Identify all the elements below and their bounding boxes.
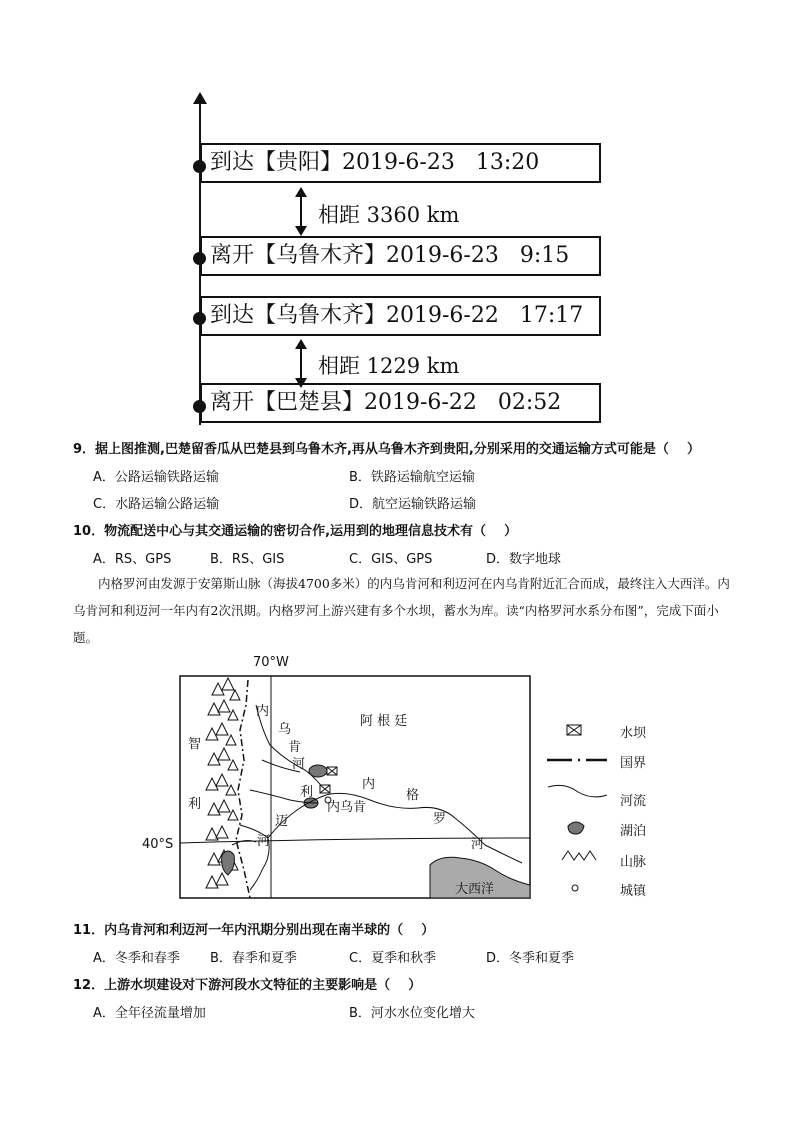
map-label-argentina: 阿 根 廷 bbox=[360, 714, 408, 729]
distance-label-1: 相距 3360 km bbox=[318, 203, 460, 227]
question-10-option-d: D．数字地球 bbox=[486, 552, 562, 567]
distance-label-2: 相距 1229 km bbox=[318, 354, 460, 378]
question-11-option-d: D．冬季和夏季 bbox=[486, 951, 575, 966]
legend-border: 国界 bbox=[620, 756, 647, 771]
national-border bbox=[236, 680, 250, 898]
map-label-negro-2: 格 bbox=[406, 788, 420, 803]
question-10-option-a: A．RS、GPS bbox=[93, 552, 172, 567]
question-9-option-d: D．航空运输铁路运输 bbox=[349, 497, 477, 512]
timeline-event-leave-urumqi: 离开【乌鲁木齐】2019-6-23 9:15 bbox=[200, 236, 601, 276]
question-12-stem: 12．上游水坝建设对下游河段水文特征的主要影响是（ ） bbox=[73, 978, 422, 993]
latitude-label: 40°S bbox=[142, 837, 174, 852]
map-label-neuquen-river-4: 河 bbox=[292, 757, 306, 772]
timeline-event-leave-bachu: 离开【巴楚县】2019-6-22 02:52 bbox=[200, 383, 601, 423]
legend-town: 城镇 bbox=[620, 884, 647, 899]
map-label-neuquen-river-3: 肯 bbox=[288, 740, 302, 755]
map-label-negro-1: 内 bbox=[362, 777, 376, 792]
map-label-limay-2: 迈 bbox=[275, 814, 289, 829]
map-label-negro-4: 河 bbox=[471, 837, 485, 852]
question-11-option-a: A．冬季和春季 bbox=[93, 951, 180, 966]
question-9-option-b: B．铁路运输航空运输 bbox=[349, 470, 475, 485]
question-10-option-c: C．GIS、GPS bbox=[349, 552, 433, 567]
question-10-stem: 10．物流配送中心与其交通运输的密切合作,运用到的地理信息技术有（ ） bbox=[73, 524, 518, 539]
map-label-chile-2: 利 bbox=[188, 797, 202, 812]
map-label-limay-1: 利 bbox=[300, 785, 314, 800]
map-label-limay-3: 河 bbox=[257, 834, 271, 849]
map-label-neuquen-river-1: 内 bbox=[256, 704, 270, 719]
legend-dam: 水坝 bbox=[620, 726, 647, 741]
question-12-option-b: B．河水水位变化增大 bbox=[349, 1006, 475, 1021]
question-12-option-a: A．全年径流量增加 bbox=[93, 1006, 206, 1021]
legend-river: 河流 bbox=[620, 794, 647, 809]
question-9-stem: 9．据上图推测,巴楚留香瓜从巴楚县到乌鲁木齐,再从乌鲁木齐到贵阳,分别采用的交通运输方式可能是（ ） bbox=[73, 442, 700, 457]
timeline-event-arrive-guiyang: 到达【贵阳】2019-6-23 13:20 bbox=[200, 143, 601, 183]
map-label-neuquen-river-2: 乌 bbox=[278, 722, 292, 737]
longitude-label: 70°W bbox=[253, 655, 289, 670]
legend-symbols bbox=[547, 725, 607, 891]
lake bbox=[222, 851, 235, 875]
question-11-option-c: C．夏季和秋季 bbox=[349, 951, 437, 966]
map-label-neuquen-town: 内乌肯 bbox=[327, 800, 367, 815]
question-11-stem: 11．内乌肯河和利迈河一年内汛期分别出现在南半球的（ ） bbox=[73, 923, 435, 938]
question-9-option-c: C．水路运输公路运输 bbox=[93, 497, 220, 512]
map-label-negro-3: 罗 bbox=[433, 812, 447, 827]
question-10-option-b: B．RS、GIS bbox=[210, 552, 285, 567]
legend-lake: 湖泊 bbox=[620, 824, 647, 839]
question-11-option-b: B．春季和夏季 bbox=[210, 951, 297, 966]
legend-mountain: 山脉 bbox=[620, 855, 647, 870]
timeline-event-arrive-urumqi: 到达【乌鲁木齐】2019-6-22 17:17 bbox=[200, 296, 601, 336]
reading-passage: 内格罗河由发源于安第斯山脉（海拔4700多米）的内乌肯河和利迈河在内乌肯附近汇合而成，最终注入大西洋。内乌肯河和利迈河一年内有2次汛期。内格罗河上游兴建有多个水坝，蓄水为库。读“内格罗河水系分布图”，完成下面小题。 bbox=[73, 576, 730, 645]
question-9-option-a: A．公路运输铁路运输 bbox=[93, 470, 219, 485]
map-label-chile-1: 智 bbox=[188, 737, 202, 752]
map-label-atlantic: 大西洋 bbox=[455, 882, 495, 897]
